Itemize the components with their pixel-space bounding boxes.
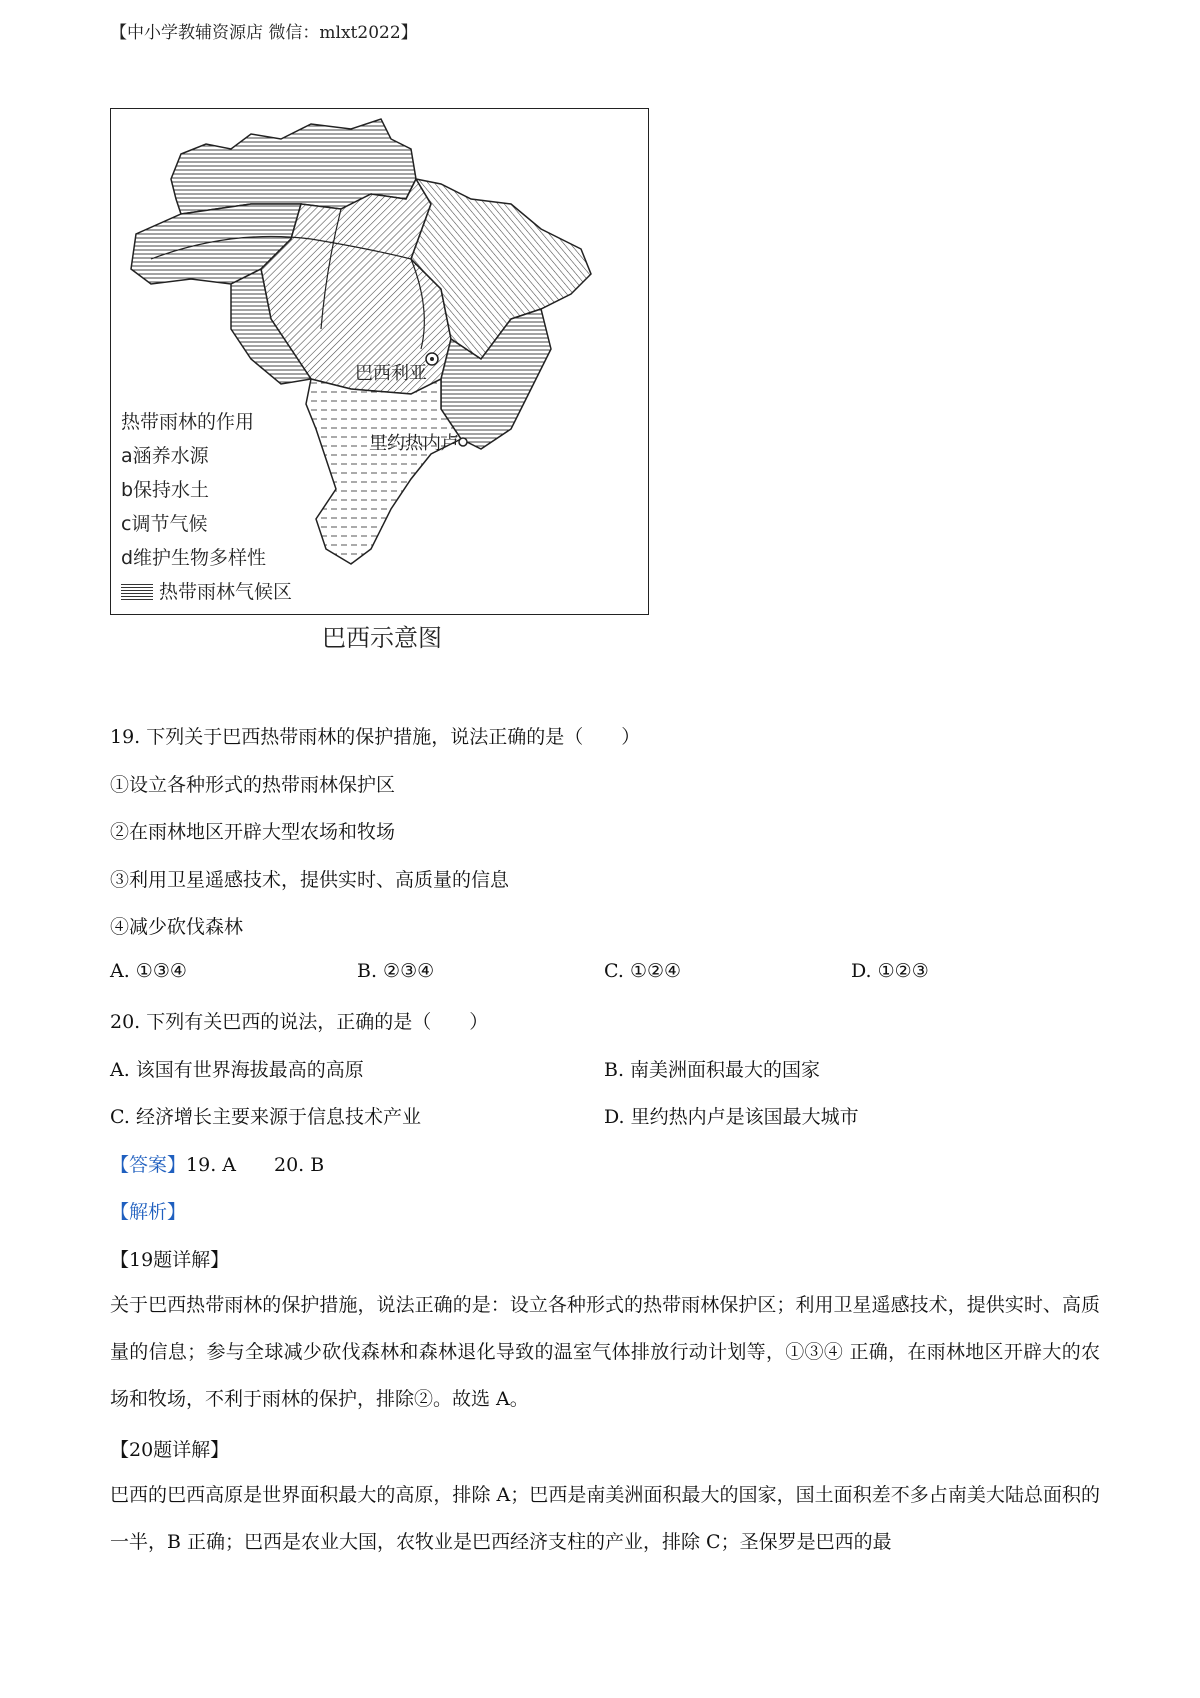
q19-option-d: D. ①②③ — [851, 960, 929, 982]
header-watermark: 【中小学教辅资源店 微信：mlxt2022】 — [110, 23, 418, 43]
legend-swatch-row — [121, 575, 292, 609]
brasilia-label: 巴西利亚 — [355, 363, 427, 384]
brazil-map — [110, 108, 649, 615]
legend-item: a涵养水源 — [121, 445, 209, 467]
q19-statement: ①设立各种形式的热带雨林保护区 — [110, 774, 396, 796]
q20-option-d: D. 里约热内卢是该国最大城市 — [604, 1106, 859, 1128]
q19-analysis-text: 关于巴西热带雨林的保护措施，说法正确的是：设立各种形式的热带雨林保护区；利用卫星遥感技术，提供实时、高质量的信息；参与全球减少砍伐森林和森林退化导致的温室气体排放行动计划等，①③④ 正确，在雨林地区开辟大的农场和牧场，不利于雨林的保护，排除②。故选 A。 — [110, 1294, 1100, 1410]
legend-item: b保持水土 — [121, 479, 210, 501]
q19-option-b: B. ②③④ — [357, 960, 435, 982]
q19-statement: ④减少砍伐森林 — [110, 916, 244, 938]
q20-analysis-title: 【20题详解】 — [110, 1439, 230, 1461]
legend-item: c调节气候 — [121, 513, 208, 535]
rio-label: 里约热内卢 — [369, 433, 459, 454]
q19-option-c: C. ①②④ — [604, 960, 682, 982]
hatch-swatch-icon — [121, 584, 153, 600]
legend-swatch-label: 热带雨林气候区 — [159, 581, 293, 603]
q20-analysis-text: 巴西的巴西高原是世界面积最大的高原，排除 A；巴西是南美洲面积最大的国家，国土面积差不多占南美大陆总面积的一半，B 正确；巴西是农业大国，农牧业是巴西经济支柱的产业，排除 C；圣保罗是巴西的最 — [110, 1484, 1100, 1553]
q19-option-a: A. ①③④ — [110, 960, 187, 982]
rio-marker — [459, 438, 467, 446]
answer-label: 【答案】 — [110, 1154, 187, 1176]
q19-stem: 19. 下列关于巴西热带雨林的保护措施，说法正确的是（ ） — [110, 726, 641, 748]
legend-title: 热带雨林的作用 — [121, 411, 255, 433]
map-caption: 巴西示意图 — [322, 624, 442, 652]
legend-item: d维护生物多样性 — [121, 547, 267, 569]
q19-analysis-title: 【19题详解】 — [110, 1249, 230, 1271]
q20-stem: 20. 下列有关巴西的说法，正确的是（ ） — [110, 1011, 489, 1033]
analysis-label: 【解析】 — [110, 1201, 187, 1223]
q20-option-c: C. 经济增长主要来源于信息技术产业 — [110, 1106, 421, 1128]
q20-option-b: B. 南美洲面积最大的国家 — [604, 1059, 821, 1081]
q19-statement: ②在雨林地区开辟大型农场和牧场 — [110, 821, 396, 843]
q19-statement: ③利用卫星遥感技术，提供实时、高质量的信息 — [110, 869, 510, 891]
south-region — [306, 379, 461, 564]
map-legend — [121, 405, 292, 609]
answer-line — [110, 1150, 324, 1177]
answer-value: 19. A 20. B — [186, 1154, 325, 1176]
q20-option-a: A. 该国有世界海拔最高的高原 — [110, 1059, 364, 1081]
